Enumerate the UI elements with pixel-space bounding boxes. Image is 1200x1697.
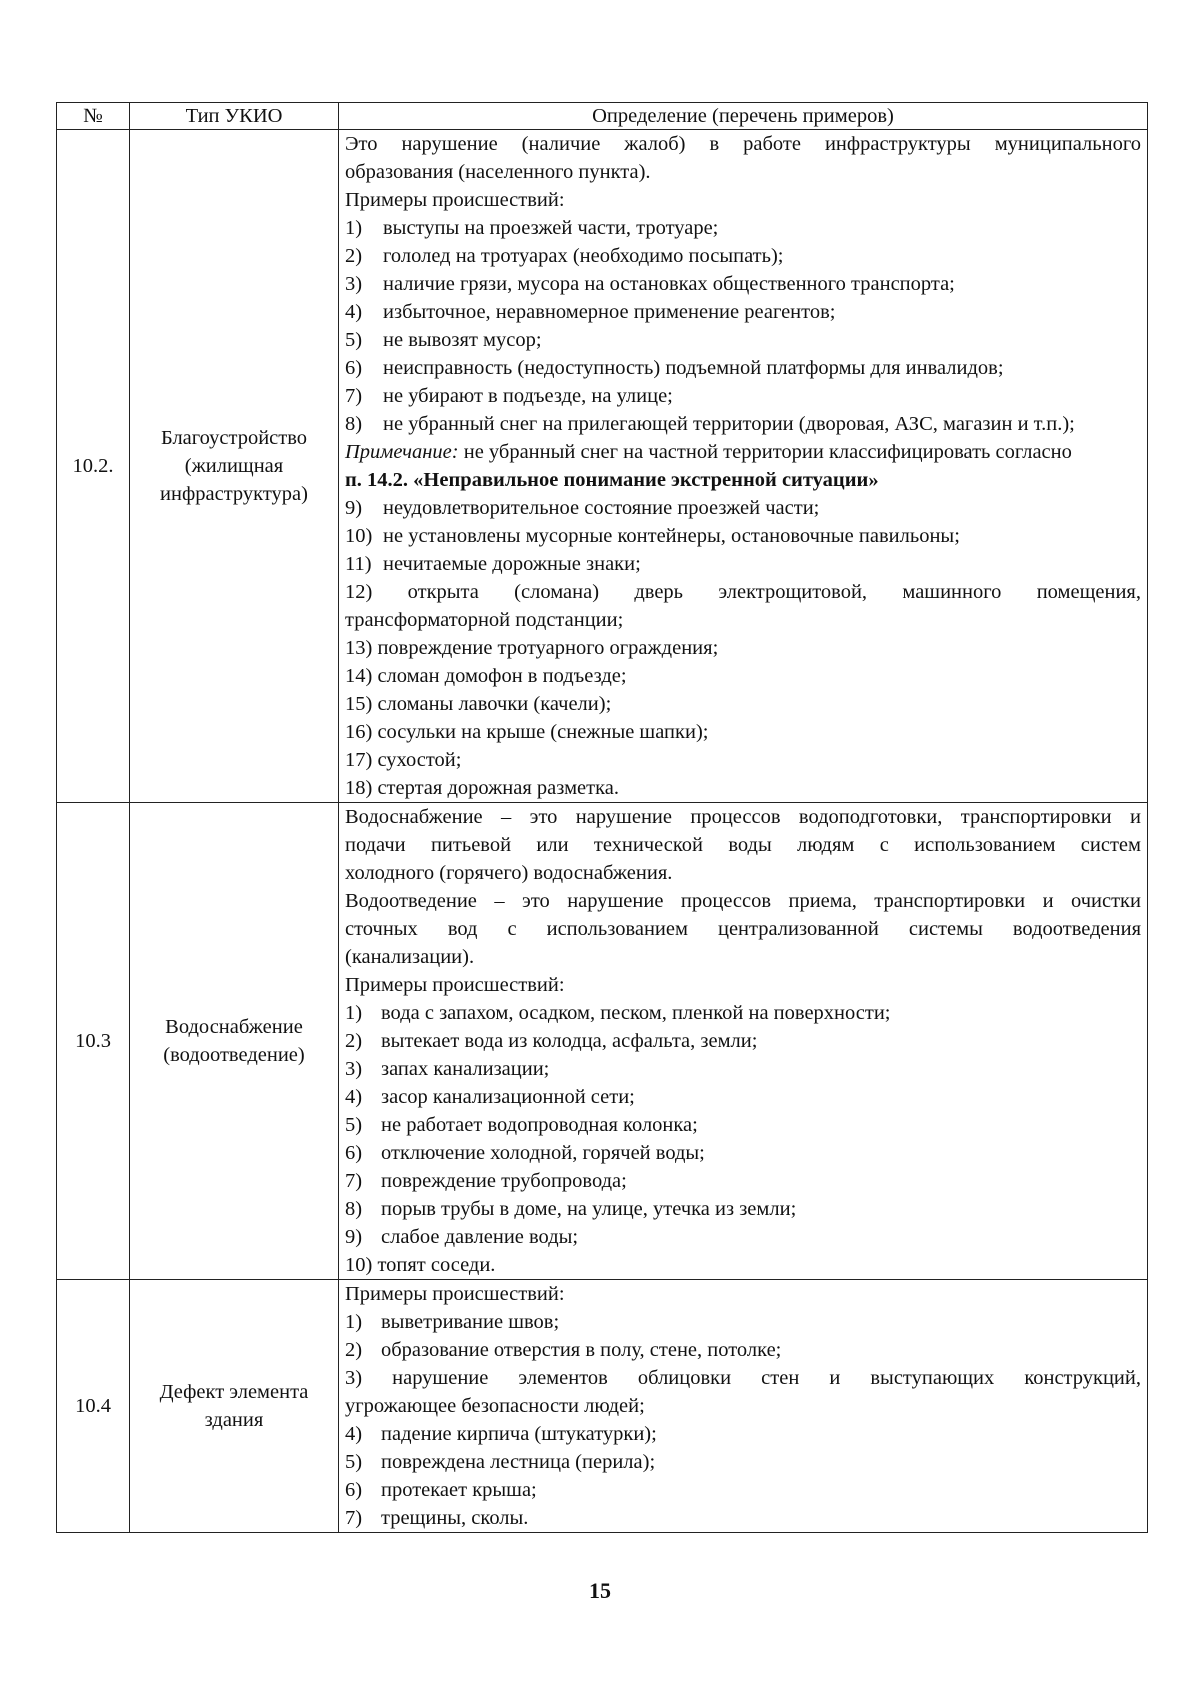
examples-title: Примеры происшествий: (345, 1283, 565, 1305)
row-definition (339, 1280, 1148, 1533)
classification-table (56, 102, 1148, 1533)
list-item (345, 1139, 1141, 1167)
definition-text: холодного (горячего) водоснабжения. (345, 862, 673, 884)
list-item-number: 2) (345, 245, 363, 267)
note-text: не убранный снег на частной территории классифицировать согласно (458, 441, 1072, 463)
list-item-text: порыв трубы в доме, на улице, утечка из земли; (381, 1198, 797, 1220)
list-item-number: 10) (345, 525, 373, 547)
row-type: Дефект элемента здания (130, 1280, 339, 1533)
note-reference: п. 14.2. «Неправильное понимание экстренной ситуации» (345, 469, 879, 491)
list-item-text: не работает водопроводная колонка; (381, 1114, 698, 1136)
list-item (345, 1504, 1141, 1532)
list-item-number: 1) (345, 1311, 363, 1333)
definition-text: сточных вод с использованием централизованной системы водоотведения (345, 918, 1141, 940)
list-item-text: неудовлетворительное состояние проезжей части; (383, 497, 820, 519)
list-item: 10) топят соседи. (345, 1254, 496, 1276)
list-item-text: неисправность (недоступность) подъемной платформы для инвалидов; (383, 357, 1004, 379)
list-item-text: повреждена лестница (перила); (381, 1451, 656, 1473)
example-list (345, 1420, 1141, 1532)
list-item (345, 1476, 1141, 1504)
list-item (345, 1167, 1141, 1195)
list-item (345, 1308, 1141, 1336)
list-item-text: вода с запахом, осадком, песком, пленкой на поверхности; (381, 1002, 891, 1024)
list-item-number: 3) (345, 1058, 363, 1080)
row-type: Водоснабжение (водоотведение) (130, 803, 339, 1280)
list-item-number: 4) (345, 301, 363, 323)
list-item-number: 6) (345, 1479, 363, 1501)
list-item-number: 4) (345, 1086, 363, 1108)
list-item-text: не убранный снег на прилегающей территории (дворовая, АЗС, магазин и т.п.); (383, 413, 1075, 435)
list-item-number: 8) (345, 413, 363, 435)
definition-text: Водоснабжение – это нарушение процессов водоподготовки, транспортировки и (345, 806, 1141, 828)
list-item: 18) стертая дорожная разметка. (345, 777, 619, 799)
list-item (345, 326, 1141, 354)
list-item-number: 11) (345, 553, 372, 575)
examples-title: Примеры происшествий: (345, 189, 565, 211)
list-item: 14) сломан домофон в подъезде; (345, 665, 627, 687)
list-item (345, 494, 1141, 522)
list-item: 3) нарушение элементов облицовки стен и выступающих конструкций, (345, 1367, 1141, 1389)
header-number: № (57, 103, 130, 130)
header-type: Тип УКИО (130, 103, 339, 130)
list-item-number: 6) (345, 1142, 363, 1164)
list-item (345, 214, 1141, 242)
header-definition: Определение (перечень примеров) (339, 103, 1148, 130)
list-item-number: 9) (345, 497, 363, 519)
list-item-text: наличие грязи, мусора на остановках общественного транспорта; (383, 273, 955, 295)
list-item-text: трещины, сколы. (381, 1507, 529, 1529)
list-item: 16) сосульки на крыше (снежные шапки); (345, 721, 709, 743)
list-item-continuation: угрожающее безопасности людей; (345, 1395, 645, 1417)
list-item: 12) открыта (сломана) дверь электрощитовой, машинного помещения, (345, 581, 1141, 603)
list-item-number: 6) (345, 357, 363, 379)
list-item-text: отключение холодной, горячей воды; (381, 1142, 705, 1164)
list-item-text: выступы на проезжей части, тротуаре; (383, 217, 719, 239)
list-item-number: 7) (345, 1507, 363, 1529)
list-item (345, 354, 1141, 382)
list-item-text: нечитаемые дорожные знаки; (383, 553, 641, 575)
list-item: 13) повреждение тротуарного ограждения; (345, 637, 719, 659)
example-list (345, 999, 1141, 1251)
list-item (345, 382, 1141, 410)
list-item-number: 8) (345, 1198, 363, 1220)
list-item-text: падение кирпича (штукатурки); (381, 1423, 657, 1445)
list-item-text: гололед на тротуарах (необходимо посыпать); (383, 245, 784, 267)
list-item (345, 1223, 1141, 1251)
row-definition (339, 130, 1148, 803)
example-list (345, 214, 1141, 438)
example-list (345, 494, 1141, 578)
list-item-number: 5) (345, 329, 363, 351)
list-item-number: 2) (345, 1339, 363, 1361)
list-item-text: протекает крыша; (381, 1479, 537, 1501)
list-item (345, 1195, 1141, 1223)
list-item-text: избыточное, неравномерное применение реагентов; (383, 301, 836, 323)
list-item (345, 522, 1141, 550)
definition-text: Это нарушение (наличие жалоб) в работе инфраструктуры муниципального (345, 133, 1141, 155)
list-item (345, 1420, 1141, 1448)
list-item-text: образование отверстия в полу, стене, потолке; (381, 1339, 782, 1361)
list-item-text: запах канализации; (381, 1058, 550, 1080)
list-item-text: не установлены мусорные контейнеры, остановочные павильоны; (383, 525, 960, 547)
list-item (345, 550, 1141, 578)
list-item-text: выветривание швов; (381, 1311, 560, 1333)
table-header-row (57, 103, 1148, 130)
list-item-number: 3) (345, 273, 363, 295)
list-item-number: 9) (345, 1226, 363, 1248)
note-label: Примечание: (345, 441, 459, 463)
definition-text: образования (населенного пункта). (345, 161, 651, 183)
list-item-number: 1) (345, 1002, 363, 1024)
list-item-number: 5) (345, 1451, 363, 1473)
example-list (345, 1308, 1141, 1364)
table-row (57, 130, 1148, 803)
example-list (345, 634, 1141, 802)
list-item (345, 999, 1141, 1027)
list-item (345, 1336, 1141, 1364)
list-item (345, 270, 1141, 298)
list-item (345, 410, 1141, 438)
list-item-text: повреждение трубопровода; (381, 1170, 627, 1192)
list-item: 17) сухостой; (345, 749, 462, 771)
row-number: 10.2. (57, 130, 130, 803)
list-item-number: 2) (345, 1030, 363, 1052)
list-item (345, 298, 1141, 326)
table-row (57, 803, 1148, 1280)
list-item (345, 1083, 1141, 1111)
list-item-text: вытекает вода из колодца, асфальта, земли; (381, 1030, 758, 1052)
list-item-text: не убирают в подъезде, на улице; (383, 385, 673, 407)
list-item-number: 4) (345, 1423, 363, 1445)
list-item (345, 1055, 1141, 1083)
list-item-continuation: трансформаторной подстанции; (345, 609, 624, 631)
definition-text: подачи питьевой или технической воды людям с использованием систем (345, 834, 1141, 856)
row-number: 10.4 (57, 1280, 130, 1533)
list-item (345, 1448, 1141, 1476)
row-number: 10.3 (57, 803, 130, 1280)
examples-title: Примеры происшествий: (345, 974, 565, 996)
definition-text: (канализации). (345, 946, 475, 968)
list-item (345, 1027, 1141, 1055)
list-item-number: 1) (345, 217, 363, 239)
row-type: Благоустройство (жилищная инфраструктура) (130, 130, 339, 803)
table-row (57, 1280, 1148, 1533)
page-number: 15 (589, 1578, 611, 1603)
list-item: 15) сломаны лавочки (качели); (345, 693, 612, 715)
note (345, 438, 1141, 466)
list-item-number: 7) (345, 1170, 363, 1192)
list-item-text: засор канализационной сети; (381, 1086, 635, 1108)
list-item (345, 1111, 1141, 1139)
list-item-number: 5) (345, 1114, 363, 1136)
list-item-number: 7) (345, 385, 363, 407)
row-definition (339, 803, 1148, 1280)
definition-text: Водоотведение – это нарушение процессов приема, транспортировки и очистки (345, 890, 1141, 912)
list-item (345, 242, 1141, 270)
list-item-text: слабое давление воды; (381, 1226, 579, 1248)
list-item-text: не вывозят мусор; (383, 329, 542, 351)
